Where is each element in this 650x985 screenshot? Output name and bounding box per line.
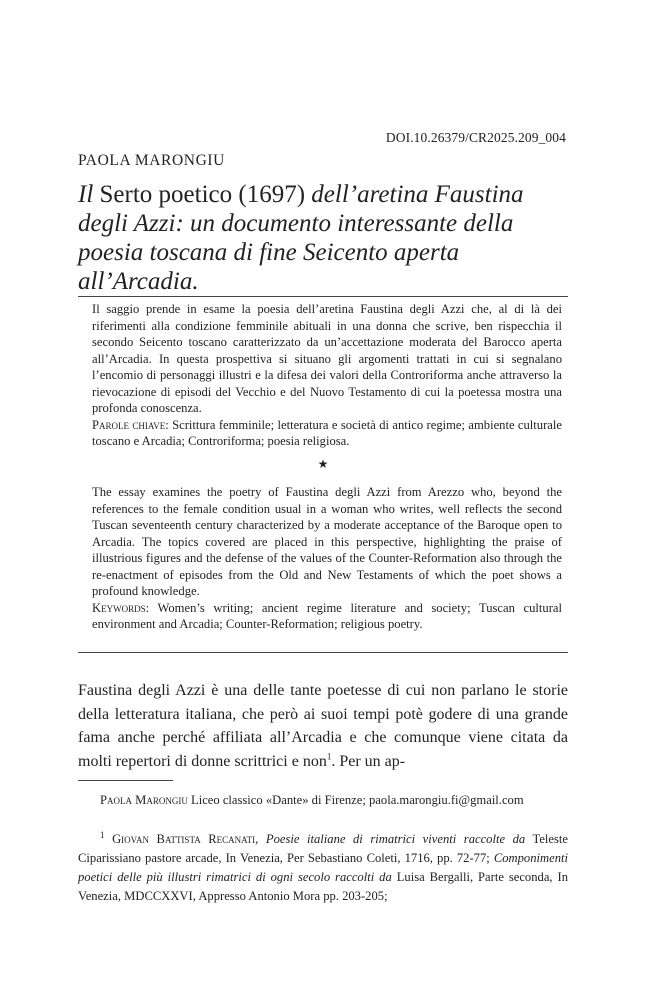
keywords-italian: : Scrittura femminile; letteratura e società di antico regime; ambiente culturale toscano e Arcadia; Controriforma; poesia religiosa.: [92, 417, 562, 448]
footnote-1-text-2: Luisa Bergalli, Parte seconda, In Venezia, MDCCXXVI, Appresso Antonio Mora pp. 203-205;: [78, 870, 568, 903]
separator-star: ★: [317, 457, 329, 471]
abstract-english: [92, 484, 562, 633]
title-part-1: Il: [78, 181, 94, 208]
keywords-label-english: Keywords: [92, 600, 146, 615]
abstract-english-text: The essay examines the poetry of Faustina degli Azzi from Arezzo who, beyond the references to the female condition usual in a woman who writes, well reflects the second Tuscan seventeenth century characterized by a moderate acceptance of the Baroque open to Arcadia. The topics covered are placed in this perspective, highlighting the praise of illustrious figures and the defense of the values of the Counter-Reformation also through the re-enactment of episodes from the Old and New Testaments of which the poet shows a profound knowledge.: [92, 485, 562, 598]
footnote-ref-1[interactable]: 1: [326, 751, 332, 762]
abstract-italian-text: Il saggio prende in esame la poesia dell’aretina Faustina degli Azzi che, al di là dei riferimenti alla condizione femminile abituali in una donna che scrive, ben rispecchia il secondo Seicento toscano caratterizzato da un’accettazione moderata del Barocco aperta all’Arcadia. In questa prospettiva si situano gli argomenti trattati in cui si segnalano l’encomio di personaggi illustri e la difesa dei valori della Controriforma anche attraverso la rievocazione di episodi del Vecchio e del Nuovo Testamento di cui la poetessa mostra una profonda conoscenza.: [92, 302, 562, 415]
footnote-1-number: 1: [100, 829, 105, 840]
author-name: PAOLA MARONGIU: [78, 152, 225, 169]
footnote-1-title-1: Poesie italiane di rimatrici viventi raccolte da: [265, 832, 526, 846]
title-part-2: Serto poetico (1697): [93, 181, 312, 208]
body-tail: . Per un ap-: [331, 752, 406, 770]
body-paragraph: [78, 679, 568, 773]
title-part-3: dell’aretina Faustina degli Azzi: un documento interessante della poesia toscana di fine Seicento aperta all’Arcadia.: [78, 181, 524, 295]
doi-label: DOI.10.26379/CR2025.209_004: [385, 130, 566, 145]
footnote-author: [78, 791, 568, 810]
body-text: Faustina degli Azzi è una delle tante poetesse di cui non parlano le storie della letteratura italiana, che però ai suoi tempi potè godere di una grande fama anche perché affiliata all’Arcadia e che comunque viene citata da molti repertori di donne scrittrici e non: [78, 682, 568, 770]
article-title: [78, 180, 578, 296]
footnote-divider: [78, 780, 173, 781]
footnote-1-title-2: Componimenti poetici delle più illustri rimatrici di ogni secolo raccolti da: [78, 851, 568, 884]
abstract-box: [78, 296, 568, 653]
footnote-1-text-1: Teleste Ciparissiano pastore arcade, In Venezia, Per Sebastiano Coleti, 1716, pp. 72-77;: [78, 832, 569, 865]
footnote-author-affiliation: Liceo classico «Dante» di Firenze; paola.marongiu.fi@gmail.com: [187, 793, 524, 807]
footnote-author-name: Paola Marongiu: [100, 793, 188, 807]
keywords-label-italian: Parole chiave: [92, 417, 166, 432]
footnote-1-sep: ,: [255, 832, 266, 846]
keywords-english: : Women’s writing; ancient regime literature and society; Tuscan cultural environment and Arcadia; Counter-Reformation; religious poetry.: [92, 600, 562, 631]
abstract-italian: [92, 301, 562, 450]
footnote-1-author: Giovan Battista Recanati: [112, 832, 256, 846]
footnote-1: [78, 830, 568, 906]
